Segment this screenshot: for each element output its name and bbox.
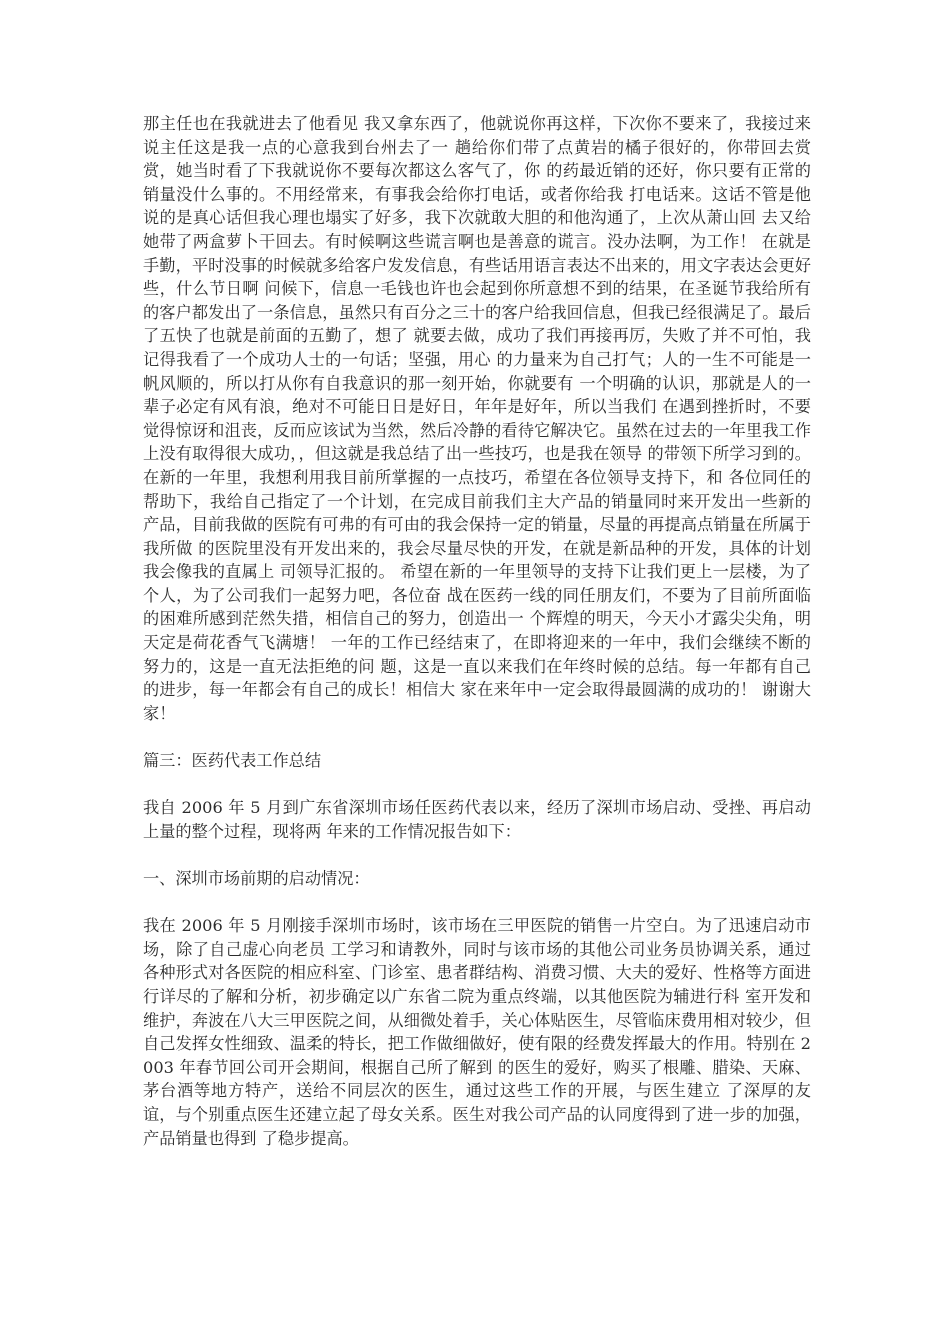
paragraph-block: 我自 2006 年 5 月到广东省深圳市场任医药代表以来，经历了深圳市场启动、受挫、再启动上量的整个过程，现将两 年来的工作情况报告如下： xyxy=(143,798,811,841)
section-heading-pianshan: 篇三：医药代表工作总结 xyxy=(143,751,322,771)
paragraph-block: 我在 2006 年 5 月刚接手深圳市场时，该市场在三甲医院的销售一片空白。为了迅速启动市场，除了自己虚心向老员 工学习和请教外，同时与该市场的其他公司业务员协调关系，通过各种形式对各医院的相应科室、门诊室、患者群结构、消费习惯、大夫的爱好、性格等方面进行详尽的了解和分析，初步确定以广东省二院为重点终端，以其他医院为辅进行科 室开发和维护，奔波在八大三甲医院之间，从细微处着手，关心体贴医生，尽管临床费用相对较少，但自己发挥女性细致、温柔的特长，把工作做细做好，使有限的经费发挥最大的作用。特别在 2003 年春节回公司开会期间，根据自己所了解到 的医生的爱好，购买了根雕、腊染、天麻、茅台酒等地方特产，送给不同层次的医生，通过这些工作的开展，与医生建立 了深厚的友谊，与个别重点医生还建立起了母女关系。医生对我公司产品的认同度得到了进一步的加强，产品销量也得到 了稳步提高。 xyxy=(143,916,811,1148)
document-body xyxy=(143,112,811,1150)
paragraph-block: 那主任也在我就进去了他看见 我又拿东西了，他就说你再这样，下次你不要来了，我接过来说主任这是我一点的心意我到台州去了一 趟给你们带了点黄岩的橘子很好的，你带回去赏赏，她当时看了下我就说你不要每次都这么客气了，你 的药最近销的还好，你只要有正常的销量没什么事的。不用经常来，有事我会给你打电话，或者你给我 打电话来。这话不管是他说的是真心话但我心理也塌实了好多，我下次就敢大胆的和他沟通了，上次从萧山回 去又给她带了两盒萝卜干回去。有时候啊这些谎言啊也是善意的谎言。没办法啊，为工作！ 在就是手勤，平时没事的时候就多给客户发发信息，有些话用语言表达不出来的，用文字表达会更好些，什么节日啊 问候下，信息一毛钱也许也会起到你所意想不到的结果，在圣诞节我给所有的客户都发出了一条信息，虽然只有百分之三十的客户给我回信息，但我已经很满足了。最后了五快了也就是前面的五勤了，想了 就要去做，成功了我们再接再厉，失败了并不可怕，我记得我看了一个成功人士的一句话；坚强，用心 的力量来为自己打气；人的一生不可能是一帆风顺的，所以打从你有自我意识的那一刻开始，你就要有 一个明确的认识，那就是人的一辈子必定有风有浪，绝对不可能日日是好日，年年是好年，所以当我们 在遇到挫折时，不要觉得惊讶和沮丧，反而应该试为当然，然后冷静的看待它解决它。虽然在过去的一年里我工作上没有取得很大成功，，但这就是我总结了出一些技巧，也是我在领导 的带领下所学习到的。在新的一年里，我想利用我目前所掌握的一点技巧，希望在各位领导支持下，和 各位同任的帮助下，我给自己指定了一个计划，在完成目前我们主大产品的销量同时来开发出一些新的 产品，目前我做的医院有可弗的有可由的我会保持一定的销量，尽量的再提高点销量在所属于我所做 的医院里没有开发出来的，我会尽量尽快的开发，在就是新品种的开发，具体的计划我会像我的直属上 司领导汇报的。 希望在新的一年里领导的支持下让我们更上一层楼，为了个人，为了公司我们一起努力吧，各位奋 战在医药一线的同任朋友们，不要为了目前所面临的困难所感到茫然失措，相信自己的努力，创造出一 个辉煌的明天，今天小才露尖尖角，明天定是荷花香气飞满塘！ 一年的工作已经结束了，在即将迎来的一年中，我们会继续不断的努力的，这是一直无法拒绝的问 题，这是一直以来我们在年终时候的总结。每一年都有自己的进步，每一年都会有自己的成长！相信大 家在来年中一定会取得最圆满的成功的！ 谢谢大家！ xyxy=(143,114,811,723)
section-heading-shenzhen-startup: 一、深圳市场前期的启动情况： xyxy=(143,869,370,888)
